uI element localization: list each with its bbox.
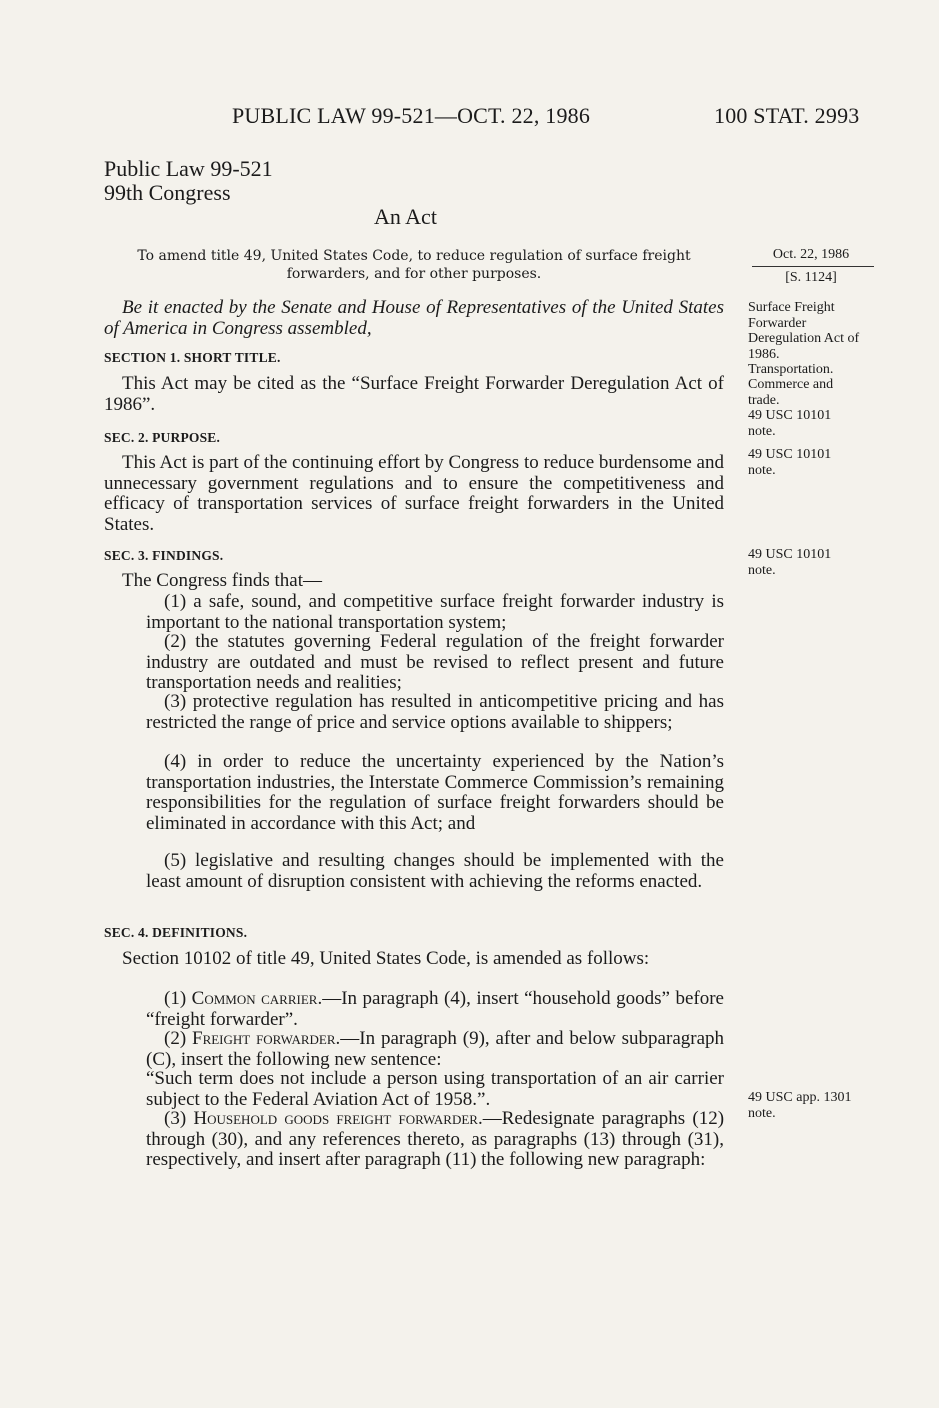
margin-note-usc-3: 49 USC 10101 note. (748, 547, 832, 578)
section-2-text: This Act is part of the continuing effort by Congress to reduce burdensome and unnecessary government regulations and to ensure the competitiveness and efficacy of transportation services of surface freight forwarders in the United States. (104, 452, 724, 535)
purpose-statement: To amend title 49, United States Code, to reduce regulation of surface freight forwarders, and for other purposes. (137, 248, 691, 282)
margin-note-transportation: Transportation. (748, 362, 834, 377)
running-header-left: PUBLIC LAW 99-521—OCT. 22, 1986 (232, 103, 591, 128)
section-1-text: This Act may be cited as the “Surface Freight Forwarder Deregulation Act of 1986”. (104, 373, 724, 415)
definition-3-text: .—Redesignate paragraphs (12) through (30), and any references thereto, as paragraphs (13) through (31), respectively, and insert after paragraph (11) the following new paragraph: (146, 1108, 725, 1170)
definition-2-term: Freight forwarder (192, 1028, 336, 1049)
finding-1 (146, 592, 724, 633)
margin-note-commerce: Commerce and trade. (748, 377, 834, 408)
congress-number: 99th Congress (104, 180, 231, 205)
margin-note-usc-2: 49 USC 10101 note. (748, 447, 832, 478)
margin-date: Oct. 22, 1986 (772, 247, 850, 262)
finding-1-text: (1) a safe, sound, and competitive surface freight forwarder industry is important to the national transportation system; (146, 591, 724, 633)
finding-5 (146, 851, 724, 892)
definition-3-term: Household goods freight forwarder (193, 1108, 478, 1129)
finding-2-text: (2) the statutes governing Federal regulation of the freight forwarder industry are outdated and must be revised to reflect present and future transportation needs and realities; (146, 631, 724, 693)
section-2-heading: SEC. 2. PURPOSE. (104, 430, 221, 445)
margin-rule (752, 266, 874, 267)
margin-note-usc-1: 49 USC 10101 note. (748, 408, 832, 439)
section-3-intro: The Congress finds that— (122, 570, 323, 591)
margin-note-usc-app: 49 USC app. 1301 note. (748, 1090, 852, 1121)
section-3-heading: SEC. 3. FINDINGS. (104, 548, 224, 563)
definition-1-text: .—In paragraph (4), insert “household goods” before “freight forwarder”. (146, 988, 724, 1030)
definition-2 (146, 1029, 724, 1070)
definition-3 (146, 1109, 724, 1171)
definition-1-num: (1) (164, 988, 187, 1009)
finding-4-text: (4) in order to reduce the uncertainty experienced by the Nation’s transportation industries, the Interstate Commerce Commission’s remaining responsibilities for the regulation of surface freight forwarders should be eliminated in accordance with this Act; and (146, 751, 724, 834)
definition-2-text: .—In paragraph (9), after and below subparagraph (C), insert the following new sentence: (146, 1028, 725, 1070)
finding-3 (146, 692, 724, 733)
definition-1-term: Common carrier (191, 988, 318, 1009)
an-act-title: An Act (374, 204, 437, 229)
finding-2 (146, 632, 724, 694)
running-header-right: 100 STAT. 2993 (714, 103, 860, 128)
margin-bill-number: [S. 1124] (785, 270, 837, 285)
definition-1 (146, 989, 724, 1030)
enacting-clause: Be it enacted by the Senate and House of Representatives of the United States of America in Congress assembled, (104, 297, 724, 339)
section-4-heading: SEC. 4. DEFINITIONS. (104, 925, 248, 940)
definition-3-num: (3) (164, 1108, 187, 1129)
margin-note-short-title: Surface Freight Forwarder Deregulation Act of 1986. (748, 300, 860, 362)
finding-5-text: (5) legislative and resulting changes should be implemented with the least amount of disruption consistent with achieving the reforms enacted. (146, 850, 724, 892)
definition-2-quote: “Such term does not include a person using transportation of an air carrier subject to the Federal Aviation Act of 1958.”. (146, 1068, 724, 1110)
definition-2-num: (2) (164, 1028, 187, 1049)
law-number: Public Law 99-521 (104, 156, 273, 181)
finding-3-text: (3) protective regulation has resulted in anticompetitive pricing and has restricted the range of price and service options available to shippers; (146, 691, 724, 733)
finding-4 (146, 752, 724, 834)
section-4-intro: Section 10102 of title 49, United States Code, is amended as follows: (122, 948, 650, 969)
section-1-heading: SECTION 1. SHORT TITLE. (104, 350, 281, 365)
